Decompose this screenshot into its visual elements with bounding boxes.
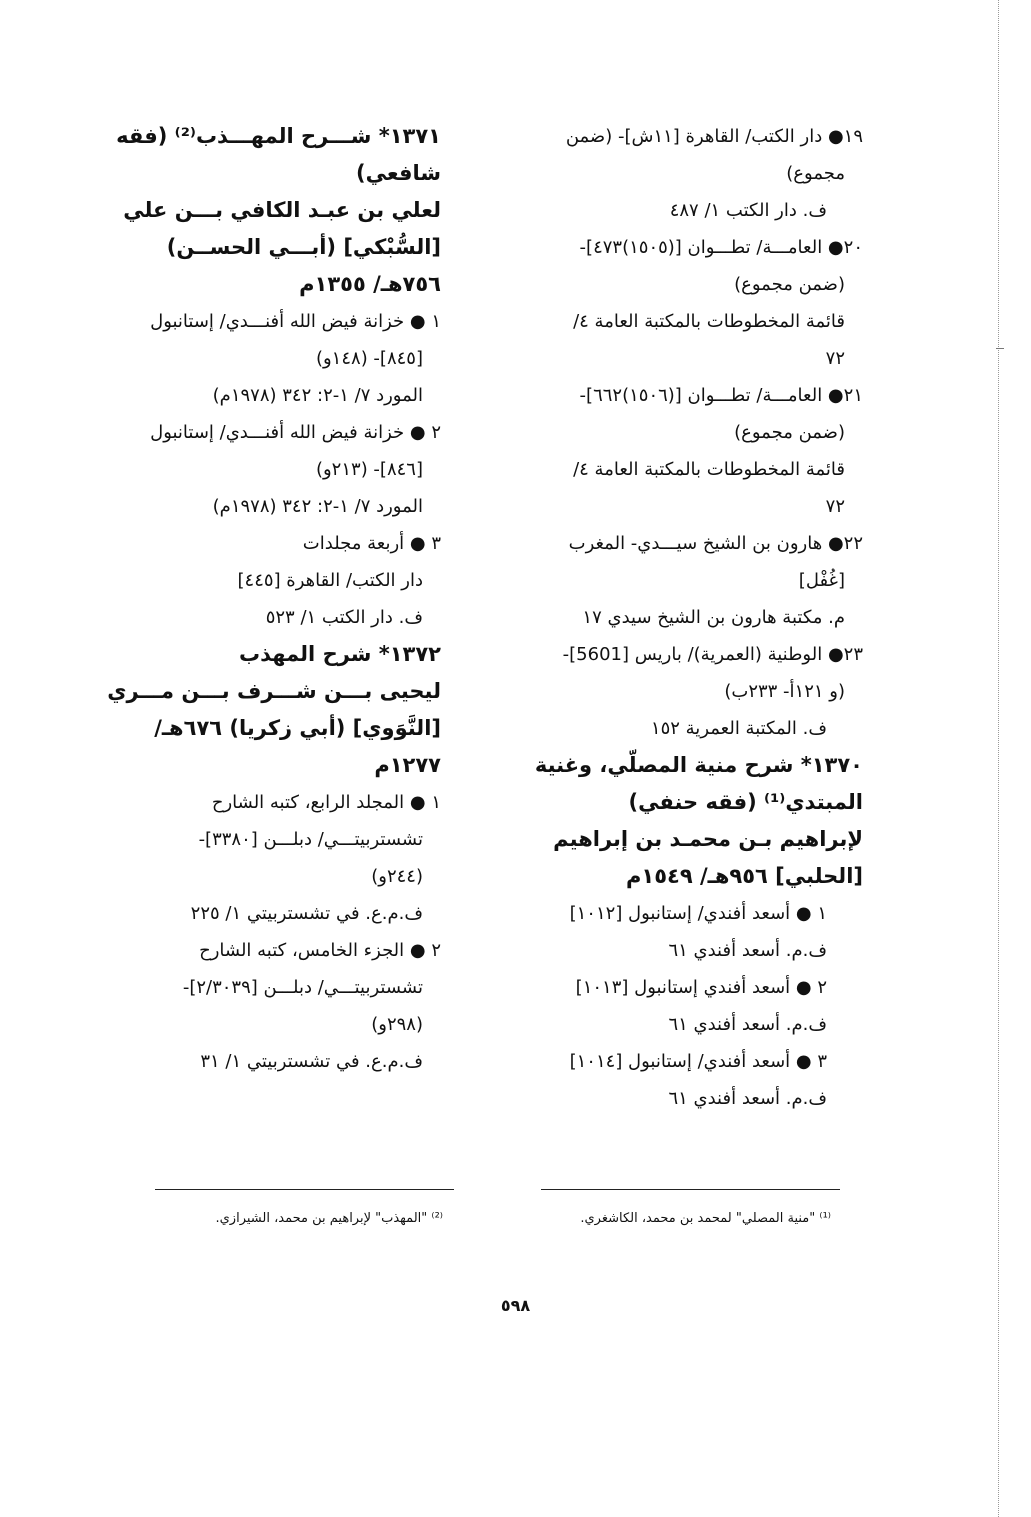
right-column-line: ٢٢● هارون بن الشيخ سيـــدي- المغرب bbox=[568, 533, 863, 554]
right-column-line: (و ١٢١أ- ٢٣٣ب) bbox=[724, 681, 845, 702]
page-number: ٥٩٨ bbox=[500, 1296, 531, 1315]
right-column-line: ف.م. أسعد أفندي ٦١ bbox=[668, 940, 827, 961]
left-column-line: [٨٤٦]- (٢١٣و) bbox=[315, 459, 423, 480]
left-column-line: (٢٤٤و) bbox=[371, 866, 423, 887]
left-column-line: ف.م.ع. في تشستربيتي ١/ ٣١ bbox=[200, 1051, 423, 1072]
left-column-line: ٣ ● أربعة مجلدات bbox=[302, 533, 441, 554]
left-column-line: [السُّبْكي] (أبـــي الحســن) bbox=[166, 235, 441, 259]
left-column-line: [النَّوَوي] (أبي زكريا) ٦٧٦هـ/ bbox=[154, 716, 441, 740]
footnote-2: ⁽²⁾ "المهذب" لإبراهيم بن محمد، الشيرازي. bbox=[215, 1211, 443, 1226]
right-column-line: ٣ ● أسعد أفندي/ إستانبول [١٠١٤] bbox=[569, 1051, 827, 1072]
right-column-line: ٢٣● الوطنية (العمرية)/ باريس [5601]- bbox=[562, 644, 863, 665]
left-column-line: ١٣٧١* شـــرح المهـــذب⁽²⁾ (فقه bbox=[116, 124, 441, 148]
left-column-line: تشستربيتـــي/ دبلـــن [٢/٣٠٣٩]- bbox=[182, 977, 423, 998]
right-column-line: لإبراهيم بـن محمـد بن إبراهيم bbox=[553, 827, 863, 851]
right-column-line: م. مكتبة هارون بن الشيخ سيدي ١٧ bbox=[582, 607, 845, 628]
right-column-line: [غُفْل] bbox=[798, 570, 845, 591]
left-column-line: المورد ٧/ ١-٢: ٣٤٢ (١٩٧٨م) bbox=[212, 496, 423, 517]
right-column bbox=[513, 118, 863, 1117]
right-column-line: ٧٢ bbox=[825, 496, 845, 517]
right-column-line: قائمة المخطوطات بالمكتبة العامة ٤/ bbox=[573, 311, 845, 332]
right-column-line: ف. دار الكتب ١/ ٤٨٧ bbox=[669, 200, 827, 221]
left-column-line: لعلي بن عبـد الكافي بـــن علي bbox=[123, 198, 441, 222]
scan-edge-mark bbox=[996, 348, 1004, 349]
footnote-1: ⁽¹⁾ "منية المصلي" لمحمد بن محمد، الكاشغري. bbox=[580, 1211, 831, 1226]
left-column-line: ٢ ● خزانة فيض الله أفنـــدي/ إستانبول bbox=[150, 422, 441, 443]
left-column-line: ١ ● خزانة فيض الله أفنـــدي/ إستانبول bbox=[150, 311, 441, 332]
right-column-line: المبتدي⁽¹⁾ (فقه حنفي) bbox=[628, 790, 863, 814]
right-column-line: (ضمن مجموع) bbox=[734, 274, 845, 295]
right-column-line: قائمة المخطوطات بالمكتبة العامة ٤/ bbox=[573, 459, 845, 480]
left-column-line: المورد ٧/ ١-٢: ٣٤٢ (١٩٧٨م) bbox=[212, 385, 423, 406]
left-column-line: ١ ● المجلد الرابع، كتبه الشارح bbox=[211, 792, 441, 813]
right-column-line: ف.م. أسعد أفندي ٦١ bbox=[668, 1014, 827, 1035]
left-column-line: ١٢٧٧م bbox=[374, 753, 441, 777]
left-column-line: ٧٥٦هـ/ ١٣٥٥م bbox=[299, 272, 441, 296]
right-column-line: ٢٠● العامـــة/ تطـــوان [(١٥٠٥)٤٧٣]- bbox=[579, 237, 863, 258]
right-column-line: ١٣٧٠* شرح منية المصلّي، وغنية bbox=[534, 753, 863, 777]
left-column-line: ليحيى بـــن شـــرف بـــن مـــري bbox=[107, 679, 441, 703]
footnote-separator-left bbox=[155, 1189, 454, 1190]
right-column-line: ١٩● دار الكتب/ القاهرة [١١ش]- (ضمن bbox=[565, 126, 863, 147]
right-column-line: ٧٢ bbox=[825, 348, 845, 369]
right-column-line: ف. المكتبة العمرية ١٥٢ bbox=[650, 718, 827, 739]
right-column-line: (ضمن مجموع) bbox=[734, 422, 845, 443]
scan-edge-line bbox=[998, 0, 1000, 1517]
left-column-line: [٨٤٥]- (١٤٨و) bbox=[315, 348, 423, 369]
left-column bbox=[107, 118, 441, 1080]
right-column-line: ٢١● العامـــة/ تطـــوان [(١٥٠٦)٦٦٢]- bbox=[579, 385, 863, 406]
left-column-line: شافعي) bbox=[356, 161, 441, 185]
right-column-line: [الحلبي] ٩٥٦هـ/ ١٥٤٩م bbox=[626, 864, 863, 888]
left-column-line: ٢ ● الجزء الخامس، كتبه الشارح bbox=[199, 940, 441, 961]
footnote-separator-right bbox=[541, 1189, 840, 1190]
left-column-line: ف. دار الكتب ١/ ٥٢٣ bbox=[265, 607, 423, 628]
left-column-line: (٢٩٨و) bbox=[371, 1014, 423, 1035]
left-column-line: ١٣٧٢* شرح المهذب bbox=[239, 642, 441, 666]
left-column-line: دار الكتب/ القاهرة [٤٤٥] bbox=[237, 570, 423, 591]
left-column-line: تشستربيتـــي/ دبلـــن [٣٣٨٠]- bbox=[198, 829, 423, 850]
right-column-line: ٢ ● أسعد أفندي إستانبول [١٠١٣] bbox=[575, 977, 827, 998]
left-column-line: ف.م.ع. في تشستربيتي ١/ ٢٢٥ bbox=[190, 903, 423, 924]
right-column-line: ١ ● أسعد أفندي/ إستانبول [١٠١٢] bbox=[569, 903, 827, 924]
right-column-line: ف.م. أسعد أفندي ٦١ bbox=[668, 1088, 827, 1109]
right-column-line: مجموع) bbox=[786, 163, 845, 184]
